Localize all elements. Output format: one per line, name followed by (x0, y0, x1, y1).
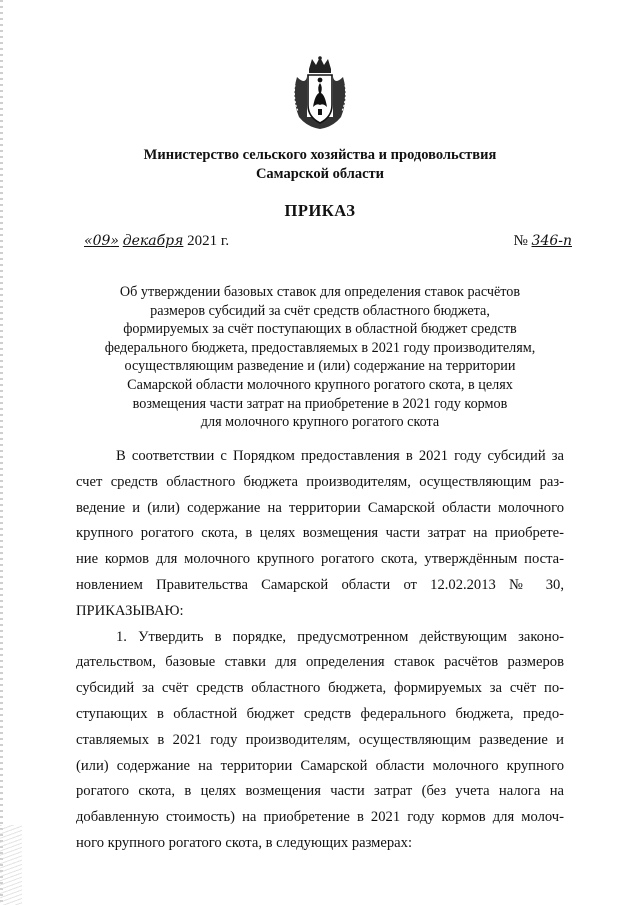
date-day: 09 (92, 233, 111, 249)
date-close-quote: » (110, 233, 119, 249)
body-line: ведение и (или) содержание на территории Самарской области молочного (76, 499, 564, 516)
body-line: добавленную стоимость) на приобретение в 2021 году кормов для молоч- (76, 809, 564, 826)
body-line: субсидий за счёт средств областного бюджета, формируемых за счёт по- (76, 680, 564, 697)
document-body (76, 444, 564, 857)
scan-artifact (0, 825, 22, 905)
body-line: ного крупного рогатого скота, в следующих размерах: (76, 834, 413, 851)
subject-line: федерального бюджета, предоставляемых в 2021 году производителям, (104, 339, 536, 356)
scan-edge (0, 0, 3, 905)
body-line: новлением Правительства Самарской области от 12.02.2013 № 30, (76, 576, 564, 593)
body-line: (или) содержание на территории Самарской области молочного крупного (76, 757, 564, 774)
subject-line: Об утверждении базовых ставок для определения ставок расчётов (119, 284, 521, 300)
subject-line: размеров субсидий за счёт средств областного бюджета, (150, 302, 490, 319)
date-month: декабря (122, 233, 184, 249)
coat-of-arms-icon (289, 55, 351, 131)
subject-line: для молочного крупного рогатого скота (200, 414, 440, 431)
body-line: 1. Утвердить в порядке, предусмотренном действующим законо- (116, 628, 564, 645)
document-date (84, 233, 229, 250)
body-line: дательством, базовые ставки для определения ставок расчётов размеров (76, 654, 564, 671)
body-line: В соответствии с Порядком предоставления в 2021 году субсидий за (116, 448, 564, 464)
body-line: счет средств областного бюджета производителям, осуществляющим раз- (76, 473, 564, 490)
document-type: ПРИКАЗ (284, 201, 356, 220)
subject-line: осуществляющим разведение и (или) содержание на территории (124, 358, 516, 375)
document-number (513, 233, 572, 250)
document-subject (70, 283, 570, 432)
subject-line: возмещения части затрат на приобретение в 2021 году кормов (132, 395, 508, 412)
number-value: 346-п (531, 233, 572, 249)
number-prefix: № (513, 233, 528, 249)
ministry-name (60, 146, 580, 184)
ministry-line-1: Министерство сельского хозяйства и продовольствия (143, 147, 497, 163)
date-year: 2021 г. (187, 233, 230, 249)
date-open-quote: « (84, 233, 93, 249)
body-line: ступающих в областной бюджет средств федерального бюджета, предо- (76, 705, 564, 722)
order-keyword: ПРИКАЗЫВАЮ: (76, 602, 184, 619)
ministry-line-2: Самарской области (255, 166, 385, 182)
body-line: ние кормов для молочного крупного рогатого скота, утверждённым поста- (76, 551, 564, 568)
body-line: крупного рогатого скота, в целях возмещения части затрат на приобрете- (76, 525, 564, 542)
subject-line: формируемых за счёт поступающих в областной бюджет средств (123, 321, 517, 338)
subject-line: Самарской области молочного крупного рогатого скота, в целях (127, 376, 513, 393)
body-line: ставляемых в 2021 году производителям, осуществляющим разведение и (76, 731, 564, 748)
body-line: рогатого скота, в целях возмещения части затрат (без учета налога на (76, 783, 564, 800)
